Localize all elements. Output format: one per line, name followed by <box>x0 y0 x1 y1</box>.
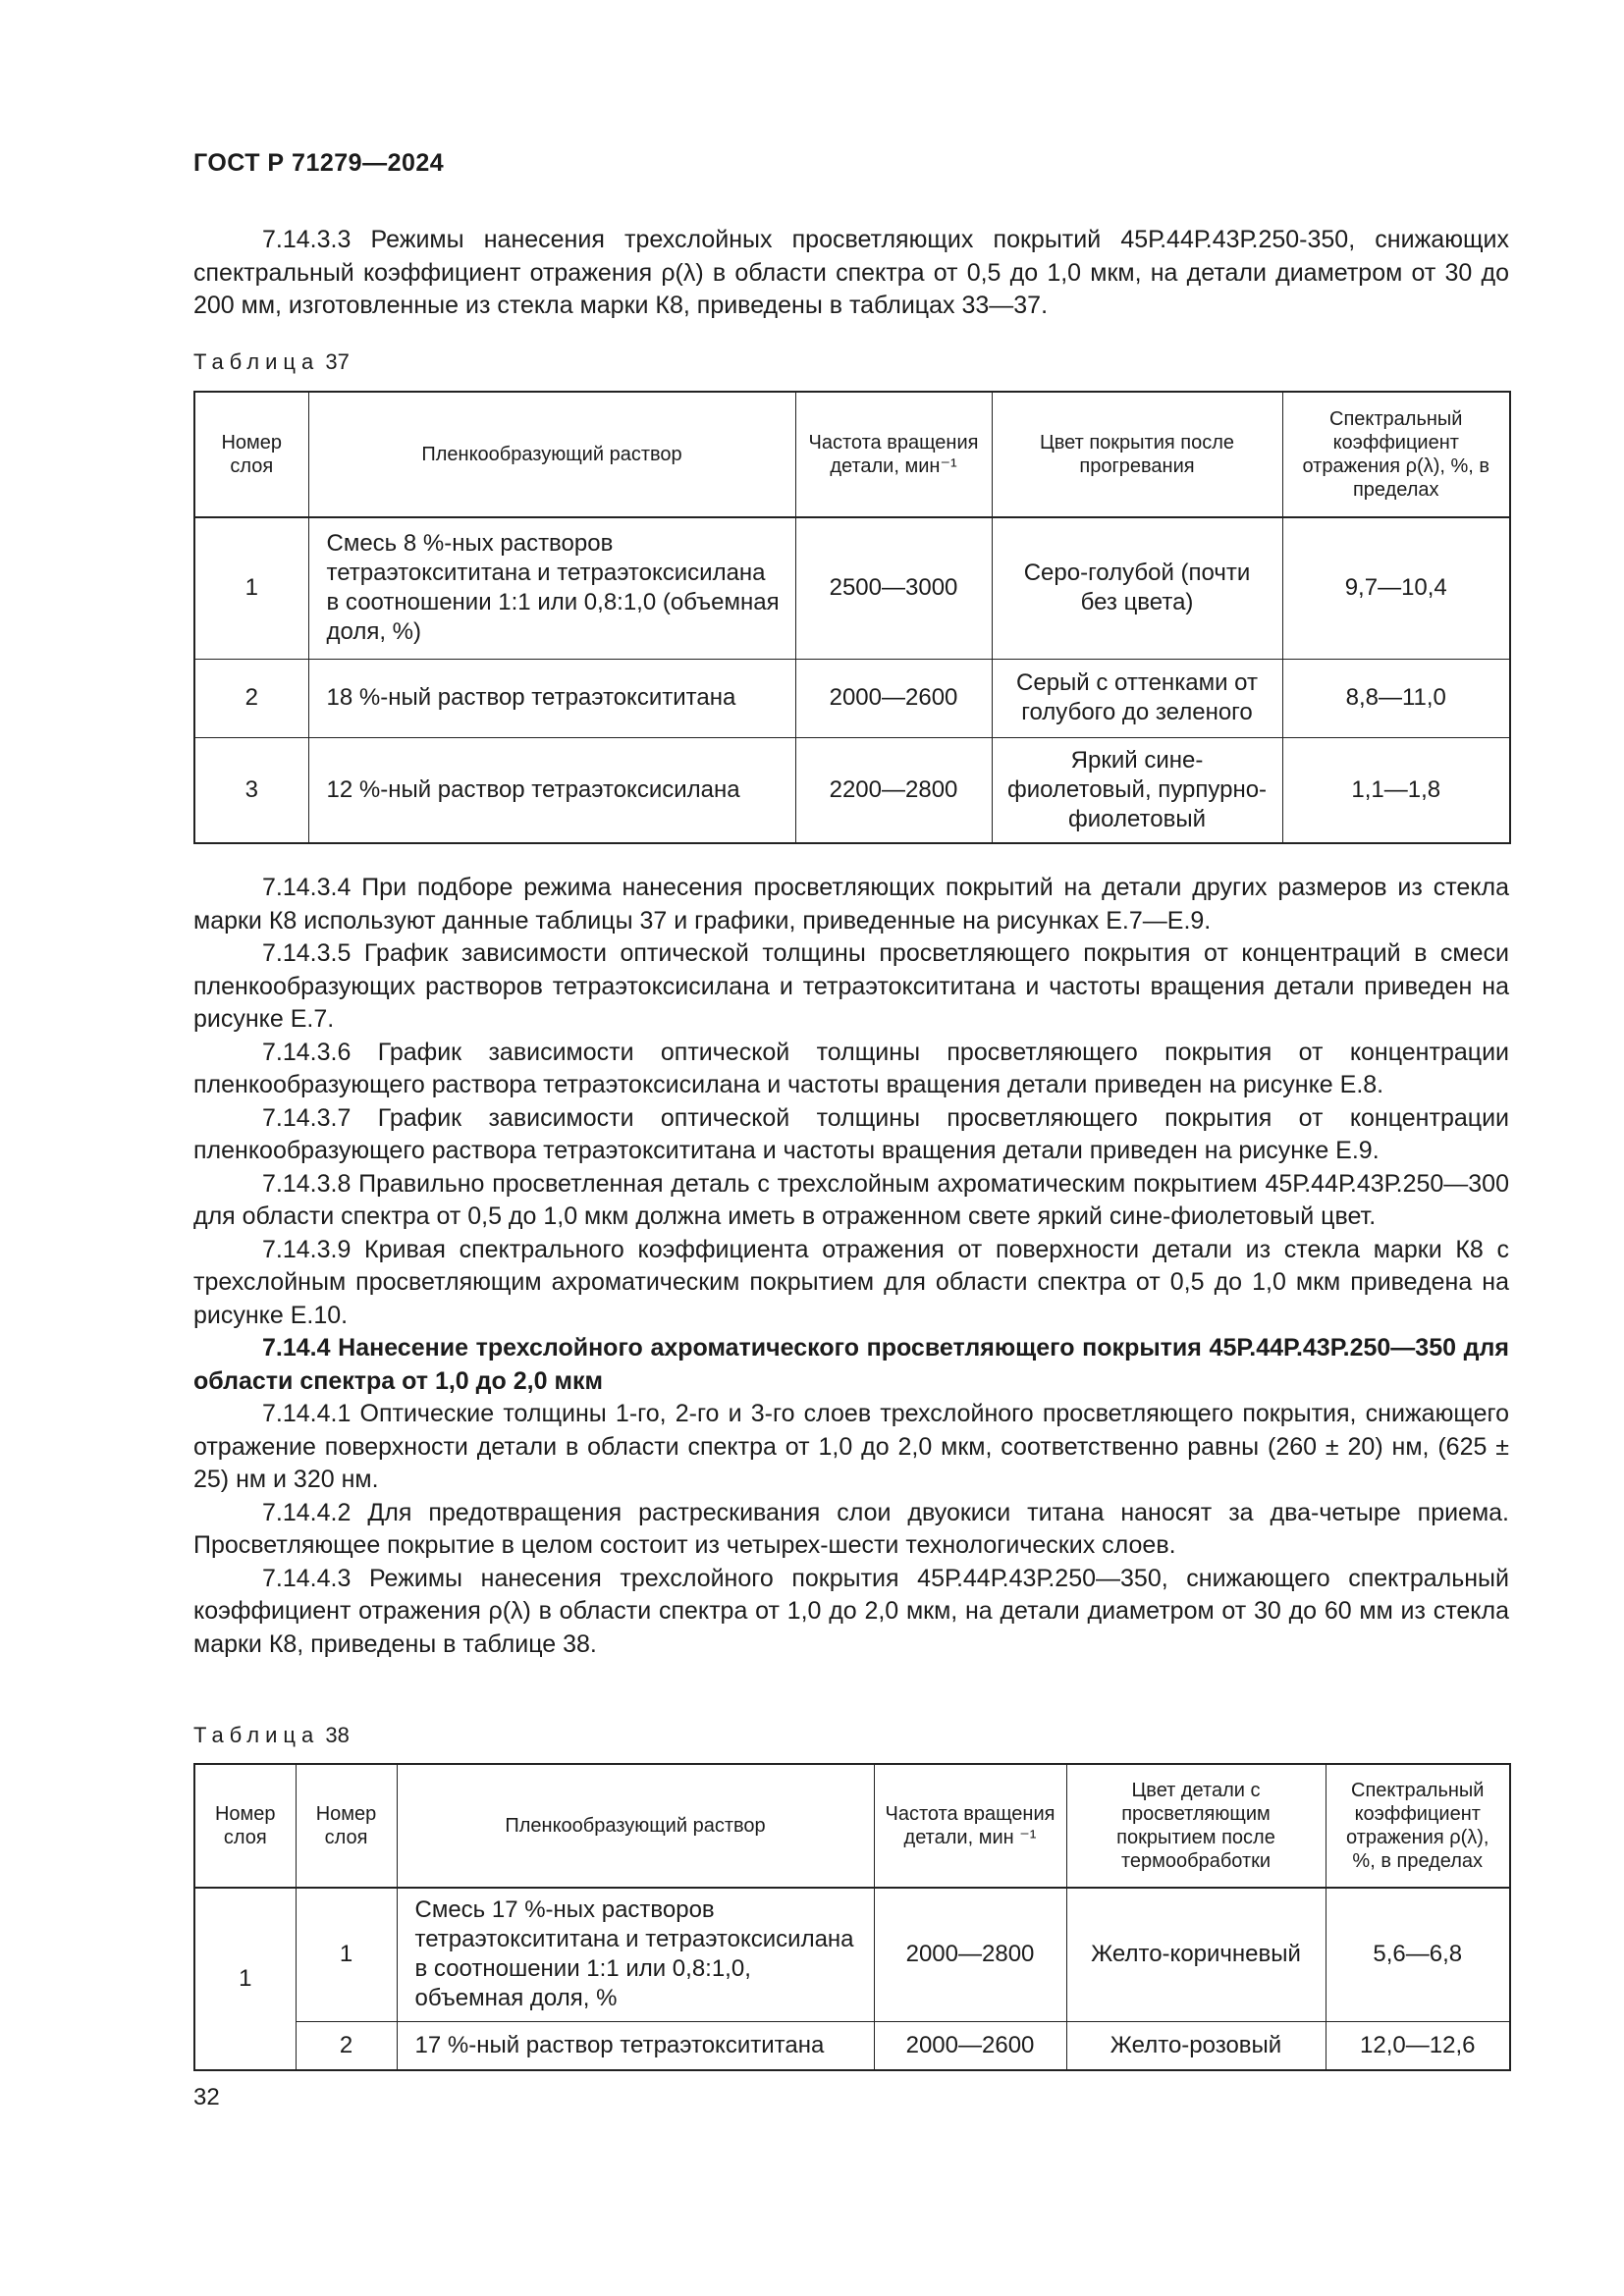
table-cell: Желто-розовый <box>1066 2021 1326 2070</box>
table-cell: 2500—3000 <box>795 517 992 659</box>
table-cell: 5,6—6,8 <box>1326 1888 1510 2021</box>
table38-header-cell: Цвет детали с просветляющим покрытием после термообработки <box>1066 1764 1326 1888</box>
table37-caption-number: 37 <box>325 349 350 374</box>
table38-caption-word: Таблица <box>193 1723 320 1747</box>
body-text <box>193 872 1509 1661</box>
table-cell: 2200—2800 <box>795 737 992 843</box>
table37-header-row <box>194 392 1510 517</box>
table-cell: 12,0—12,6 <box>1326 2021 1510 2070</box>
table-cell: 2 <box>194 659 308 737</box>
table-row <box>194 1888 1510 2021</box>
paragraph-7-14-3-3: 7.14.3.3 Режимы нанесения трехслойных просветляющих покрытий 45Р.44Р.43Р.250-350, снижающих спектральный коэффициент отражения ρ(λ) в области спектра от 0,5 до 1,0 мкм, на детали диаметром от 30 до 200 мм, изготовленные из стекла марки К8, приведены в таблицах 33—37. <box>193 226 1509 319</box>
table-cell: 8,8—11,0 <box>1282 659 1510 737</box>
table38-header-row <box>194 1764 1510 1888</box>
table37-header-cell: Цвет покрытия после прогревания <box>992 392 1282 517</box>
table-38 <box>193 1763 1511 2071</box>
table38-header-cell: Номер слоя <box>296 1764 397 1888</box>
table-cell: 1 <box>296 1888 397 2021</box>
paragraph-7-14-3-6: 7.14.3.6 График зависимости оптической толщины просветляющего покрытия от концентрации пленкообразующего раствора тетраэтоксисилана и частоты вращения детали приведен на рисунке Е.8. <box>193 1038 1509 1098</box>
table-cell: 2000—2600 <box>795 659 992 737</box>
table37-caption-word: Таблица <box>193 349 320 374</box>
table-cell: 12 %-ный раствор тетраэтоксисилана <box>308 737 795 843</box>
table37-header-cell: Номер слоя <box>194 392 308 517</box>
table38-header-cell: Спектральный коэффициент отражения ρ(λ), %, в пределах <box>1326 1764 1510 1888</box>
table-cell: Яркий сине-фиолетовый, пурпурно-фиолетовый <box>992 737 1282 843</box>
paragraph-7-14-3-7: 7.14.3.7 График зависимости оптической толщины просветляющего покрытия от концентрации пленкообразующего раствора тетраэтоксититана и частоты вращения детали приведен на рисунке Е.9. <box>193 1103 1509 1164</box>
paragraph-7-14-4-1: 7.14.4.1 Оптические толщины 1-го, 2-го и 3-го слоев трехслойного просветляющего покрытия, снижающего отражение поверхности детали в области спектра от 1,0 до 2,0 мкм, соответственно равны (260 ± 20) нм, (625 ± 25) нм и 320 нм. <box>193 1400 1509 1493</box>
paragraph-7-14-3-8: 7.14.3.8 Правильно просветленная деталь с трехслойным ахроматическим покрытием 45Р.44Р.43Р.250—300 для области спектра от 0,5 до 1,0 мкм должна иметь в отраженном свете яркий сине-фиолетовый цвет. <box>193 1169 1509 1230</box>
table-cell: 1,1—1,8 <box>1282 737 1510 843</box>
table-cell: 2 <box>296 2021 397 2070</box>
table-row <box>194 737 1510 843</box>
table37-header-cell: Пленкообразующий раствор <box>308 392 795 517</box>
page-number: 32 <box>193 2084 220 2110</box>
intro-section <box>193 224 1509 323</box>
table-cell: 18 %-ный раствор тетраэтоксититана <box>308 659 795 737</box>
table37-header-cell: Частота вращения детали, мин⁻¹ <box>795 392 992 517</box>
table38-header-cell: Частота вращения детали, мин ⁻¹ <box>874 1764 1066 1888</box>
table-cell: Серо-голубой (почти без цвета) <box>992 517 1282 659</box>
table-row <box>194 517 1510 659</box>
table-cell: Смесь 17 %-ных растворов тетраэтоксититана и тетраэтоксисилана в соотношении 1:1 или 0,8:1,0, объемная доля, % <box>397 1888 874 2021</box>
table38-header-cell: Пленкообразующий раствор <box>397 1764 874 1888</box>
table-cell: 2000—2800 <box>874 1888 1066 2021</box>
table-cell: Смесь 8 %-ных растворов тетраэтоксититана и тетраэтоксисилана в соотношении 1:1 или 0,8:1,0 (объемная доля, %) <box>308 517 795 659</box>
table-37 <box>193 391 1511 844</box>
paragraph-7-14-4-3: 7.14.4.3 Режимы нанесения трехслойного покрытия 45Р.44Р.43Р.250—350, снижающего спектральный коэффициент отражения ρ(λ) в области спектра от 1,0 до 2,0 мкм, на детали диаметром от 30 до 60 мм из стекла марки К8, приведены в таблице 38. <box>193 1564 1509 1658</box>
table37-header-cell: Спектральный коэффициент отражения ρ(λ), %, в пределах <box>1282 392 1510 517</box>
paragraph-7-14-3-5: 7.14.3.5 График зависимости оптической толщины просветляющего покрытия от концентраций в смеси пленкообразующих растворов тетраэтоксисилана и тетраэтоксититана и частоты вращения детали приведен на рисунке Е.7. <box>193 939 1509 1033</box>
table-cell: 17 %-ный раствор тетраэтоксититана <box>397 2021 874 2070</box>
section-heading-7-14-4: 7.14.4 Нанесение трехслойного ахроматического просветляющего покрытия 45Р.44Р.43Р.250—350 для области спектра от 1,0 до 2,0 мкм <box>193 1334 1509 1395</box>
table38-caption-number: 38 <box>325 1723 350 1747</box>
table-cell: 9,7—10,4 <box>1282 517 1510 659</box>
table-cell: Серый с оттенками от голубого до зеленого <box>992 659 1282 737</box>
table-cell-group-layer: 1 <box>194 1888 296 2070</box>
paragraph-7-14-4-2: 7.14.4.2 Для предотвращения растрескивания слои двуокиси титана наносят за два-четыре приема. Просветляющее покрытие в целом состоит из четырех-шести технологических слоев. <box>193 1498 1509 1559</box>
table37-caption <box>193 349 350 375</box>
document-header: ГОСТ Р 71279—2024 <box>193 149 445 177</box>
table-cell: Желто-коричневый <box>1066 1888 1326 2021</box>
table38-header-cell: Номер слоя <box>194 1764 296 1888</box>
paragraph-7-14-3-9: 7.14.3.9 Кривая спектрального коэффициента отражения от поверхности детали из стекла марки К8 с трехслойным просветляющим ахроматическим покрытием для области спектра от 0,5 до 1,0 мкм приведена на рисунке Е.10. <box>193 1235 1509 1329</box>
table38-caption <box>193 1723 350 1748</box>
table-cell: 3 <box>194 737 308 843</box>
table-cell: 2000—2600 <box>874 2021 1066 2070</box>
table-row <box>194 659 1510 737</box>
paragraph-7-14-3-4: 7.14.3.4 При подборе режима нанесения просветляющих покрытий на детали других размеров из стекла марки К8 используют данные таблицы 37 и графики, приведенные на рисунках Е.7—Е.9. <box>193 874 1509 934</box>
table-cell: 1 <box>194 517 308 659</box>
table-row <box>194 2021 1510 2070</box>
